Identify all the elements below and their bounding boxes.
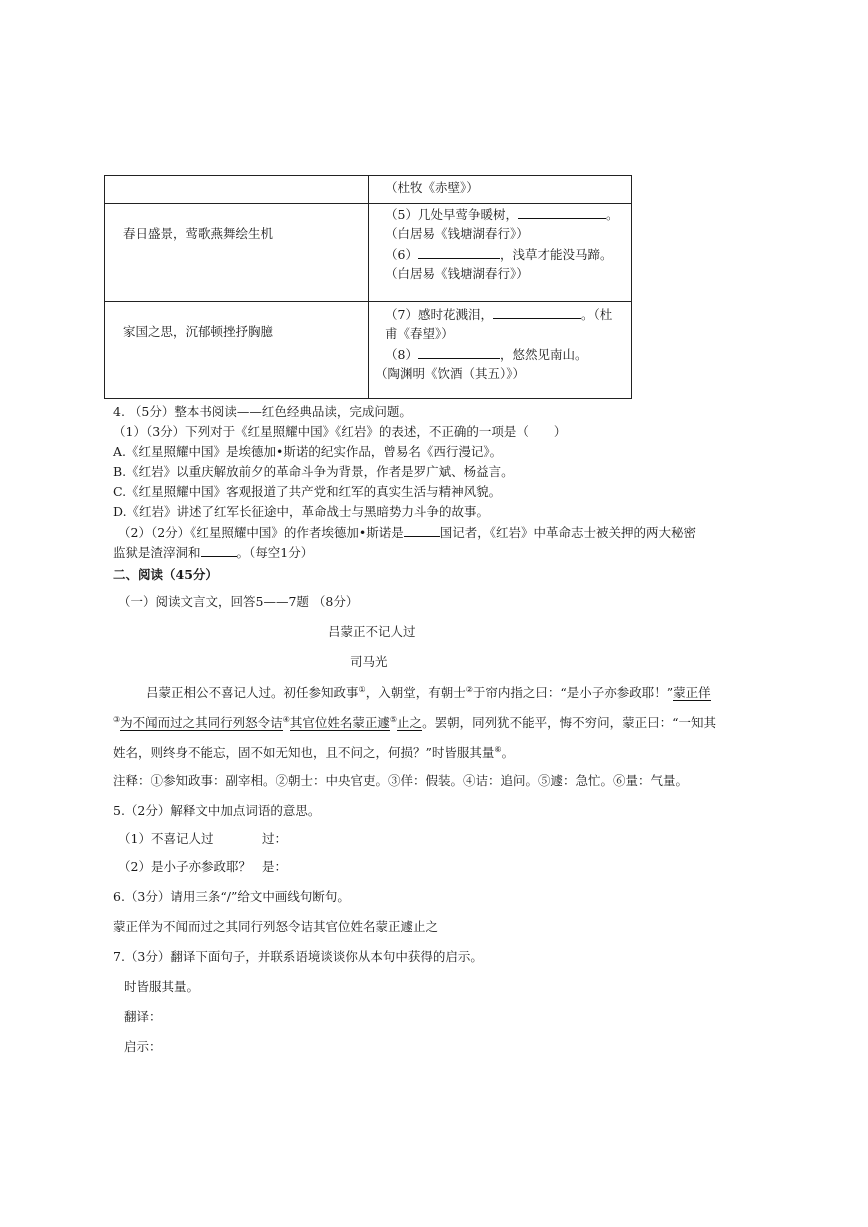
table-row1-right: （杜牧《赤壁》） [385, 180, 479, 195]
q5-item2: （2）是小子亦参政耶？ [118, 859, 251, 874]
table-row3-line2: 甫《春望》） [385, 326, 454, 341]
table-row-divider [105, 203, 631, 204]
q7-title: 7.（3分）翻译下面句子，并联系语境谈谈你从本句中获得的启示。 [113, 949, 483, 964]
q4-option-a[interactable]: A.《红星照耀中国》是埃德加•斯诺的纪实作品，曾易名《西行漫记》。 [113, 444, 503, 459]
table-row3-line1: （7）感时花溅泪， 。（杜 [385, 307, 613, 322]
q7-translate-label[interactable]: 翻译： [124, 1009, 162, 1024]
q4-sub1: （1）（3分）下列对于《红星照耀中国》《红岩》的表述，不正确的一项是（ ） [113, 424, 567, 439]
q5-title: 5.（2分）解释文中加点词语的意思。 [113, 803, 321, 818]
answer-blank-nationality[interactable] [404, 524, 440, 537]
answer-blank-prison[interactable] [201, 544, 237, 557]
passage-line1: 吕蒙正相公不喜记人过。初任参知政事①，入朝堂，有朝士②于帘内指之曰：“是小子亦参政耶！”蒙正佯 [146, 685, 711, 701]
table-row3-line3: （8） ，悠然见南山。 [385, 347, 588, 362]
q4-option-c[interactable]: C.《红星照耀中国》客观报道了共产党和红军的真实生活与精神风貌。 [113, 484, 502, 499]
table-row2-line2: （白居易《钱塘湖春行》） [385, 226, 529, 241]
passage-line2: ③为不闻而过之其同行列怒令诘④其官位姓名蒙正遽⑤止之。罢朝，同列犹不能平，悔不穷问，蒙正曰：“一知其 [113, 715, 716, 731]
answer-blank-8[interactable] [418, 346, 500, 359]
q7-sentence: 时皆服其量。 [124, 979, 200, 994]
q4-option-d[interactable]: D.《红岩》讲述了红军长征途中，革命战士与黑暗势力斗争的故事。 [113, 504, 490, 519]
q7-insight-label[interactable]: 启示： [124, 1039, 162, 1054]
table-row2-theme: 春日盛景，莺歌燕舞绘生机 [123, 226, 274, 241]
table-row3-theme: 家国之思，沉郁顿挫抒胸臆 [123, 324, 274, 339]
q5-item2-answer[interactable]: 是： [262, 859, 288, 874]
answer-blank-5[interactable] [518, 206, 606, 219]
q5-item1: （1）不喜记人过 [118, 831, 214, 846]
passage-notes: 注释：①参知政事：副宰相。②朝士：中央官吏。③佯：假装。④诘：追问。⑤遽：急忙。⑥量：气量。 [113, 773, 689, 788]
q4-title: 4. （5分）整本书阅读——红色经典品读，完成问题。 [113, 404, 412, 419]
answer-blank-7[interactable] [493, 306, 581, 319]
section-heading: 二、阅读（45分） [113, 567, 218, 582]
passage-title: 吕蒙正不记人过 [328, 624, 416, 639]
passage-line3: 姓名，则终身不能忘，固不如无知也，且不问之，何损？”时皆服其量⑥。 [113, 745, 515, 761]
q4-sub2-cont: 监狱是渣滓洞和 。（每空1分） [113, 545, 314, 560]
table-row-divider [105, 301, 631, 302]
part1-heading: （一）阅读文言文，回答5——7题 （8分） [118, 594, 359, 609]
table-column-divider [368, 176, 369, 398]
q6-sentence[interactable]: 蒙正佯为不闻而过之其同行列怒令诘其官位姓名蒙正遽止之 [113, 919, 439, 934]
q6-title: 6.（3分）请用三条“/”给文中画线句断句。 [113, 889, 350, 904]
poetry-table [104, 175, 632, 399]
table-row2-line1: （5）几处早莺争暖树， 。 [385, 207, 619, 222]
table-row2-line4: （白居易《钱塘湖春行》） [385, 266, 529, 281]
table-row2-line3: （6） ，浅草才能没马蹄。 [385, 247, 613, 262]
q5-item1-answer[interactable]: 过： [262, 831, 288, 846]
answer-blank-6[interactable] [418, 246, 500, 259]
passage-author: 司马光 [350, 654, 388, 669]
q4-option-b[interactable]: B.《红岩》以重庆解放前夕的革命斗争为背景，作者是罗广斌、杨益言。 [113, 464, 514, 479]
table-row3-line4: （陶渊明《饮酒（其五）》） [375, 366, 526, 381]
q4-sub2: （2）（2分）《红星照耀中国》的作者埃德加•斯诺是 国记者，《红岩》中革命志士被关押的两大秘密 [118, 525, 697, 540]
